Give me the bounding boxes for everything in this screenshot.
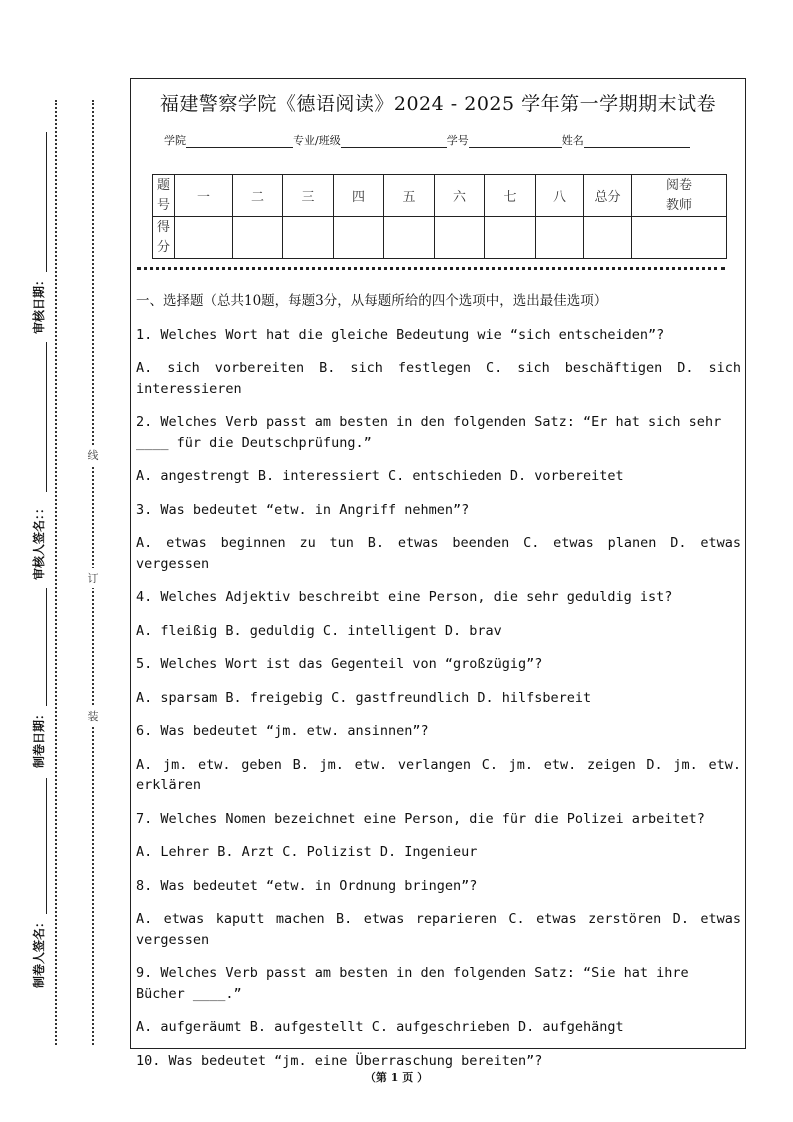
college-label: 学院	[164, 134, 186, 147]
score-cell-total[interactable]	[584, 217, 632, 259]
binding-dotted-line-outer	[55, 100, 57, 1045]
col-5: 五	[384, 175, 435, 217]
options-7: A. Lehrer B. Arzt C. Polizist D. Ingenieur	[136, 844, 478, 860]
major-class-label: 专业/班级	[293, 134, 341, 147]
maker-date-label: 制卷日期：	[32, 707, 46, 768]
major-class-field[interactable]	[341, 135, 447, 148]
col-3: 三	[283, 175, 334, 217]
score-cell[interactable]	[536, 217, 584, 259]
review-date-label: 审核日期：	[32, 273, 46, 334]
maker-sign-line[interactable]	[32, 778, 47, 914]
exam-title: 福建警察学院《德语阅读》2024 - 2025 学年第一学期期末试卷	[159, 93, 717, 115]
score-cell[interactable]	[233, 217, 283, 259]
student-id-label: 学号	[446, 134, 469, 147]
question-section	[136, 291, 741, 1084]
reviewer-sign-label: 审核人签名：：	[32, 501, 46, 580]
score-table-score-row	[153, 217, 727, 259]
name-label: 姓名	[561, 134, 584, 147]
grader-cell[interactable]	[632, 217, 727, 259]
col-total: 总分	[584, 175, 632, 217]
binding-mark-ding: 订	[88, 568, 99, 588]
college-field[interactable]	[186, 135, 293, 148]
col-1: 一	[175, 175, 233, 217]
question-number-label: 题 号	[153, 175, 175, 217]
col-6: 六	[435, 175, 485, 217]
col-7: 七	[485, 175, 536, 217]
options-8: A. etwas kaputt machen B. etwas reparieren C. etwas zerstören D. etwas vergessen	[136, 911, 741, 948]
question-2: 2. Welches Verb passt am besten in den folgenden Satz: “Er hat sich sehr ____ für die Deutschprüfung.”	[136, 414, 722, 451]
col-8: 八	[536, 175, 584, 217]
col-4: 四	[334, 175, 384, 217]
question-7: 7. Welches Nomen bezeichnet eine Person, die für die Polizei arbeitet?	[136, 810, 705, 827]
score-cell[interactable]	[485, 217, 536, 259]
question-8: 8. Was bedeutet “etw. in Ordnung bringen”?	[136, 877, 478, 894]
options-5: A. sparsam B. freigebig C. gastfreundlich D. hilfsbereit	[136, 689, 592, 706]
section-title: 一、选择题（总共10题，每题3分，从每题所给的四个选项中，选出最佳选项）	[136, 293, 608, 309]
options-3: A. etwas beginnen zu tun B. etwas beenden C. etwas planen D. etwas vergessen	[136, 535, 741, 572]
grader-label: 阅卷 教师	[632, 175, 727, 217]
reviewer-sign-line[interactable]	[32, 342, 47, 492]
score-cell[interactable]	[175, 217, 233, 259]
binding-mark-zhuang: 装	[88, 706, 99, 726]
score-cell[interactable]	[334, 217, 384, 259]
question-9: 9. Welches Verb passt am besten in den folgenden Satz: “Sie hat ihre Bücher ____.”	[136, 965, 689, 1002]
question-4: 4. Welches Adjektiv beschreibt eine Person, die sehr geduldig ist?	[136, 589, 673, 605]
page-number: （第 1 页 ）	[364, 1071, 429, 1084]
score-table	[152, 174, 727, 259]
question-3: 3. Was bedeutet “etw. in Angriff nehmen”?	[136, 501, 470, 518]
student-info-row	[164, 132, 690, 148]
col-2: 二	[233, 175, 283, 217]
exam-page-frame	[130, 78, 746, 1069]
options-4: A. fleißig B. geduldig C. intelligent D. brav	[136, 622, 502, 639]
score-cell[interactable]	[435, 217, 485, 259]
options-2: A. angestrengt B. interessiert C. entschieden D. vorbereitet	[136, 468, 624, 484]
maker-date-line[interactable]	[32, 588, 47, 706]
score-label: 得 分	[153, 217, 175, 259]
score-cell[interactable]	[384, 217, 435, 259]
question-6: 6. Was bedeutet “jm. etw. ansinnen”?	[136, 723, 429, 739]
score-cell[interactable]	[283, 217, 334, 259]
question-1: 1. Welches Wort hat die gleiche Bedeutung wie “sich entscheiden”?	[136, 326, 665, 343]
options-1: A. sich vorbereiten B. sich festlegen C. sich beschäftigen D. sich interessieren	[136, 360, 741, 397]
binding-mark-xian: 线	[88, 445, 99, 465]
margin-signature-strip	[29, 90, 47, 1050]
score-table-header-row	[153, 175, 727, 217]
review-date-line[interactable]	[32, 132, 47, 272]
options-6: A. jm. etw. geben B. jm. etw. verlangen C. jm. etw. zeigen D. jm. etw. erklären	[136, 756, 741, 793]
options-9: A. aufgeräumt B. aufgestellt C. aufgeschrieben D. aufgehängt	[136, 1019, 624, 1035]
question-5: 5. Welches Wort ist das Gegenteil von “großzügig”?	[136, 656, 543, 672]
maker-sign-label: 制卷人签名：	[32, 915, 46, 988]
dotted-divider	[137, 267, 725, 270]
student-id-field[interactable]	[469, 135, 562, 148]
name-field[interactable]	[584, 135, 690, 148]
question-10: 10. Was bedeutet “jm. eine Überraschung bereiten”?	[136, 1052, 543, 1069]
